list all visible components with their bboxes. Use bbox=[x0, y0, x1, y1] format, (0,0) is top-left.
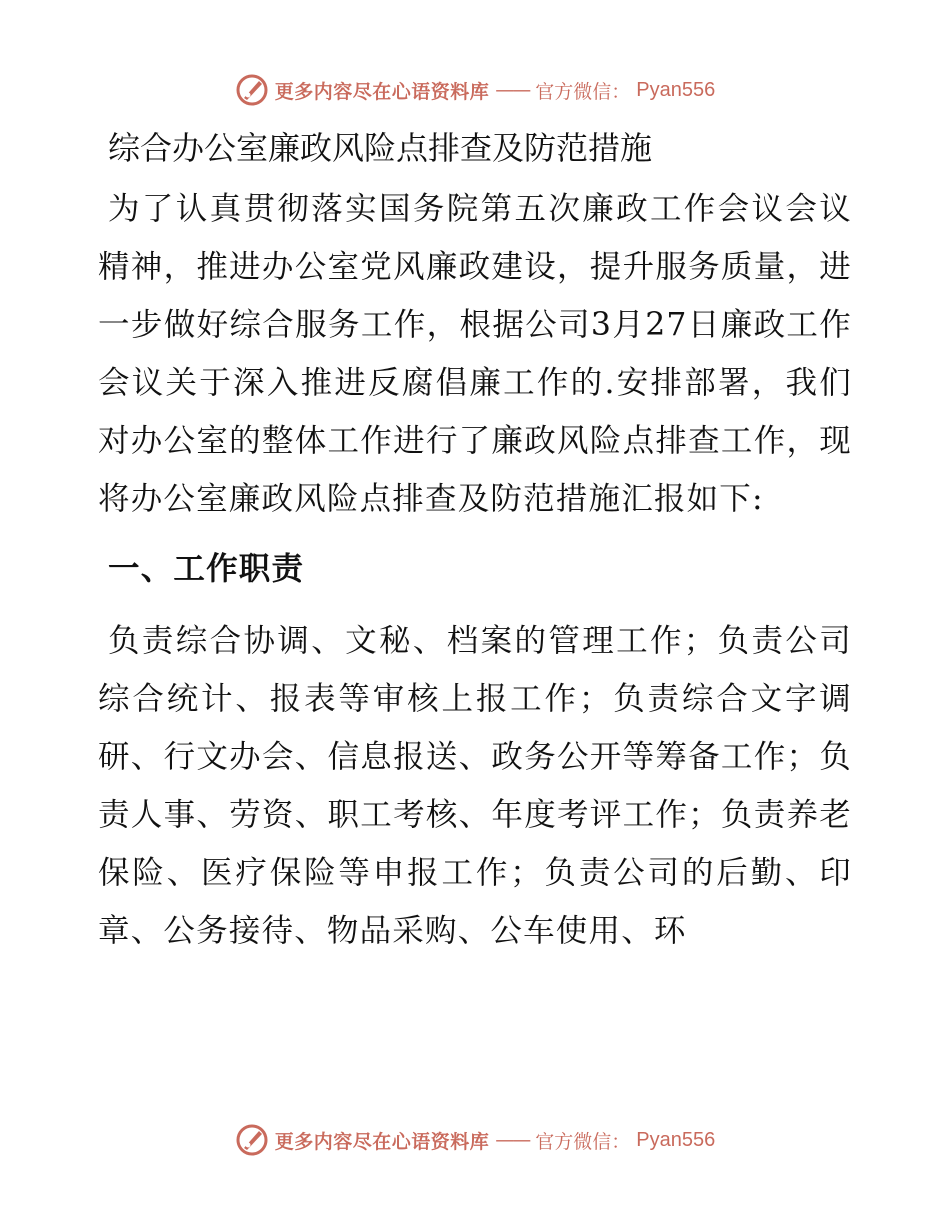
intro-paragraph: 为了认真贯彻落实国务院第五次廉政工作会议会议精神，推进办公室党风廉政建设，提升服务质量，进一步做好综合服务工作，根据公司3月27日廉政工作会议关于深入推进反腐倡廉工作的.安排部署，我们对办公室的整体工作进行了廉政风险点排查工作，现将办公室廉政风险点排查及防范措施汇报如下: bbox=[98, 191, 852, 517]
watermark-text: 更多内容尽在心语资料库 bbox=[274, 80, 490, 103]
quill-logo-icon bbox=[235, 1123, 269, 1157]
watermark-dash: —— bbox=[495, 1129, 530, 1151]
watermark-wechat-label: 官方微信： bbox=[535, 1130, 631, 1153]
watermark-wechat-label: 官方微信： bbox=[535, 80, 631, 103]
watermark-wechat-id: Pyan556 bbox=[636, 78, 716, 101]
document-title: 综合办公室廉政风险点排查及防范措施 bbox=[108, 129, 653, 167]
watermark-dash: —— bbox=[495, 79, 530, 101]
section-1-heading: 一、工作职责 bbox=[108, 550, 305, 587]
watermark-text: 更多内容尽在心语资料库 bbox=[274, 1130, 490, 1153]
quill-logo-icon bbox=[235, 73, 269, 107]
watermark-wechat-id: Pyan556 bbox=[636, 1128, 716, 1151]
document-body bbox=[98, 118, 852, 972]
section-1-paragraph: 负责综合协调、文秘、档案的管理工作；负责公司综合统计、报表等审核上报工作；负责综合文字调研、行文办会、信息报送、政务公开等筹备工作；负责人事、劳资、职工考核、年度考评工作；负责养老保险、医疗保险等申报工作；负责公司的后勤、印章、公务接待、物品采购、公车使用、环 bbox=[98, 623, 852, 949]
watermark-banner-bottom bbox=[0, 1120, 950, 1160]
watermark-banner-top bbox=[0, 70, 950, 110]
